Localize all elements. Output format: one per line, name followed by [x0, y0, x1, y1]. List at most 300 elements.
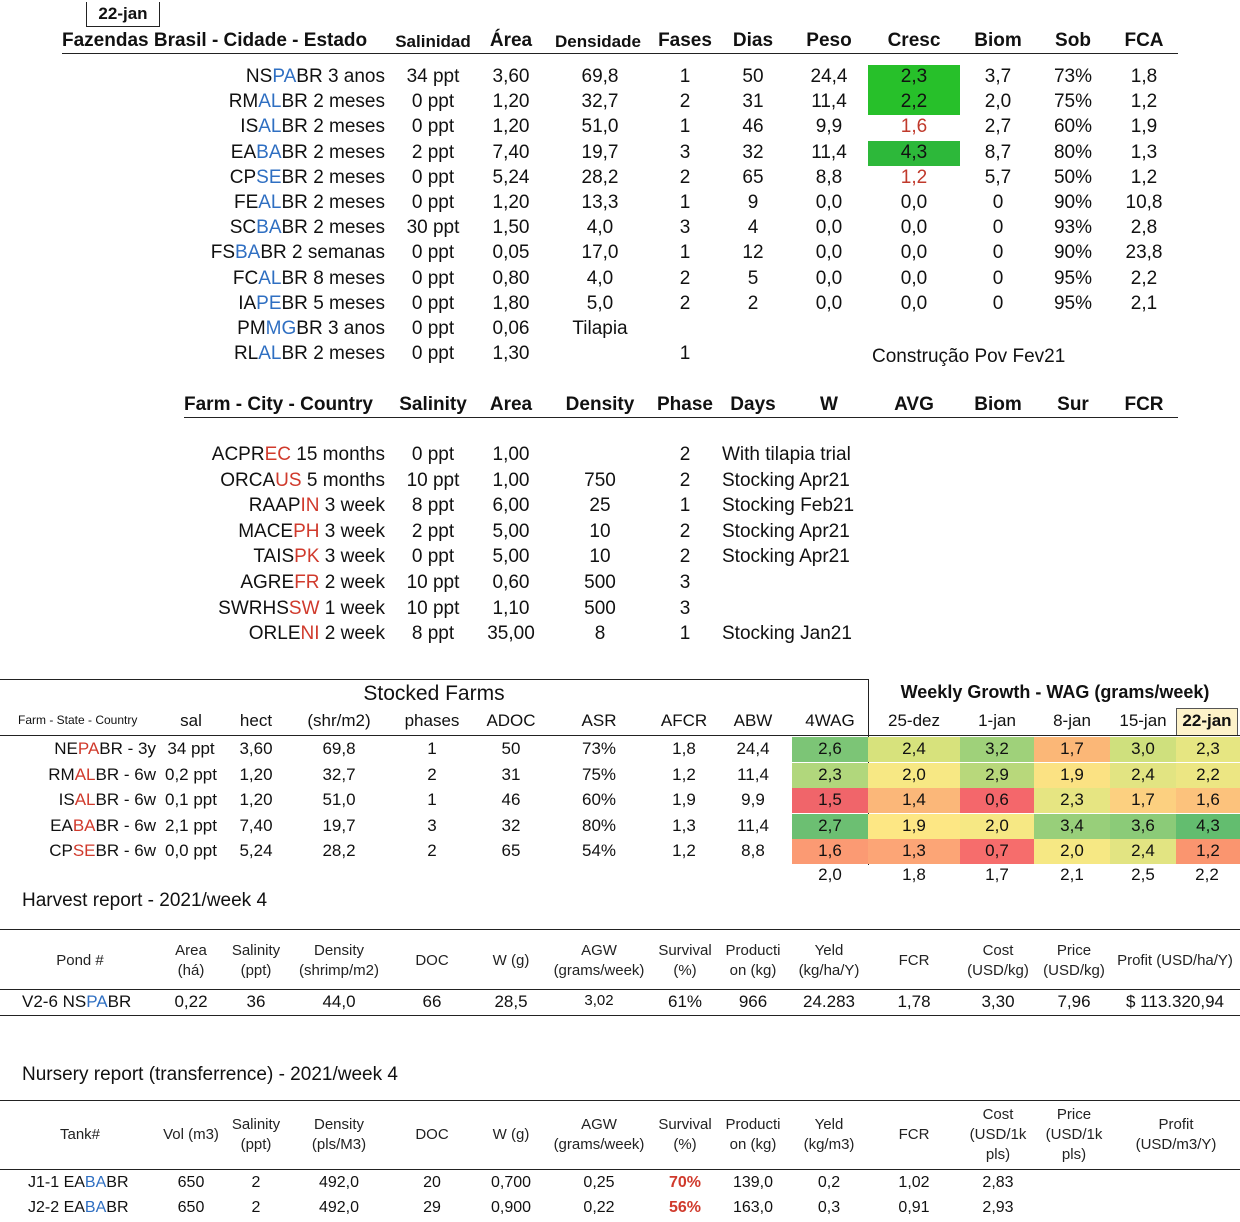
s4-header-doc: DOC	[415, 952, 449, 969]
s3-cell-w5: 2,3	[1196, 739, 1220, 758]
s1-farm-name	[150, 293, 385, 315]
s3-cell-w4: 2,4	[1131, 765, 1155, 784]
s1-farm-code-country: BR	[281, 116, 308, 137]
s1-cell-sob: 90%	[1053, 242, 1093, 263]
s3-wag-title: Weekly Growth - WAG (grams/week)	[900, 682, 1210, 702]
s2-cell-area: 35,00	[487, 623, 535, 644]
s1-farm-code-a: CP	[229, 167, 257, 188]
s3-farm-code-state: SE	[72, 841, 96, 860]
s2-farm-age: 2 week	[324, 623, 385, 644]
s1-cell-sob: 90%	[1053, 192, 1093, 213]
s3-header-farm: Farm - State - Country	[18, 713, 138, 727]
s2-cell-area: 1,00	[492, 444, 530, 465]
s1-farm-code-country: BR	[281, 217, 308, 238]
s1-farm-code-a: EA	[230, 142, 257, 163]
s4-cell-dens: 44,0	[322, 992, 356, 1011]
s2-farm-age: 2 week	[324, 572, 385, 593]
s3-header-w3: 8-jan	[1053, 711, 1091, 730]
s3-cell-w4: 3,6	[1131, 816, 1155, 835]
s2-header-farm: Farm - City - Country	[184, 394, 373, 415]
s2-farm-code-a: MACE	[238, 521, 294, 542]
s3-farm-age: - 6w	[123, 765, 156, 784]
s2-header-fcr: FCR	[1124, 394, 1164, 415]
s1-header-farm: Fazendas Brasil - Cidade - Estado	[62, 30, 368, 51]
s1-header-dias: Dias	[732, 30, 774, 51]
s4-cell-doc: 66	[422, 992, 442, 1011]
s1-cell-dens: 4,0	[586, 268, 614, 289]
s4-cell-price: 7,96	[1057, 992, 1091, 1011]
s1-cell-dias: 32	[742, 142, 764, 163]
s2-farm-code-country: PK	[294, 546, 320, 567]
s2-farm-name	[150, 521, 385, 543]
s3-header-abw: ABW	[733, 711, 773, 730]
s2-farm-code-country: PH	[293, 521, 320, 542]
s3-cell-w1: 1,4	[902, 790, 926, 809]
s3-farm-code-country: BR	[95, 841, 120, 860]
s2-header-rule	[184, 417, 1178, 418]
s1-cell-sal: 0 ppt	[411, 91, 455, 112]
s2-farm-code-a: RAAP	[248, 495, 301, 516]
s5-cell-doc: 20	[423, 1174, 441, 1191]
s3-cell-w3: 1,7	[1060, 739, 1084, 758]
s2-farm-name	[150, 470, 385, 492]
s3-farm-code-a: RM	[48, 765, 75, 784]
s1-farm-code-country: BR	[296, 66, 323, 87]
s3-cell-hect: 1,20	[239, 765, 273, 784]
s2-cell-sal: 10 ppt	[406, 572, 460, 593]
s3-cell-sal: 0,0 ppt	[165, 841, 217, 860]
s2-farm-code-country: FR	[294, 572, 320, 593]
s3-cell-w2: 2,9	[985, 765, 1009, 784]
s4-header-cost: Cost (USD/kg)	[967, 942, 1029, 979]
s1-cell-sal: 0 ppt	[411, 268, 455, 289]
s3-farm-code-country: BR	[95, 765, 120, 784]
s3-cell-phases: 3	[427, 816, 437, 835]
s3-top-rule	[0, 679, 868, 680]
s4-pond-c: BR	[107, 992, 132, 1011]
s1-cell-sal: 0 ppt	[411, 167, 455, 188]
s3-cell-w4: 3,0	[1131, 739, 1155, 758]
s3-header-w1: 25-dez	[888, 711, 940, 730]
s5-tank-name	[28, 1199, 129, 1217]
s3-cell-w5: 1,6	[1196, 790, 1220, 809]
s3-farm-code-a: EA	[50, 816, 73, 835]
s3-cell-w2: 0,6	[985, 790, 1009, 809]
s3-cell-w5: 2,2	[1196, 765, 1220, 784]
s4-header-profit: Profit (USD/ha/Y)	[1117, 952, 1233, 969]
s3-header-4wag: 4WAG	[805, 711, 855, 730]
s2-farm-code-a: AGRE	[240, 572, 295, 593]
s2-cell-dens: 10	[589, 546, 611, 567]
s5-cell-yeld: 0,2	[817, 1174, 841, 1191]
s3-total-w5: 2,2	[1195, 865, 1219, 884]
s5-header-fcr: FCR	[898, 1126, 930, 1143]
s4-cell-surv: 61%	[667, 992, 703, 1011]
s3-cell-afcr: 1,9	[672, 790, 696, 809]
s1-farm-age: 3 anos	[327, 318, 385, 339]
s1-farm-name	[150, 318, 385, 340]
s3-header-rule	[0, 735, 1240, 736]
s3-cell-adoc: 31	[501, 765, 521, 784]
s2-cell-dens: 500	[584, 572, 616, 593]
s1-cell-biom: 2,7	[984, 116, 1012, 137]
s5-tank-state: BA	[84, 1199, 107, 1216]
s3-cell-phases: 2	[427, 841, 437, 860]
s1-cell-cresc: 1,2	[900, 167, 928, 188]
s5-cell-doc: 29	[423, 1199, 441, 1216]
s3-cell-abw: 8,8	[741, 841, 765, 860]
s2-cell-phase: 2	[679, 444, 691, 465]
s1-cell-dias: 31	[742, 91, 764, 112]
s1-cell-fca: 1,2	[1130, 91, 1158, 112]
s3-farm-code-state: PA	[77, 739, 100, 758]
s1-cell-dias: 50	[742, 66, 764, 87]
s1-cell-dias: 46	[742, 116, 764, 137]
s1-cell-biom: 3,7	[984, 66, 1012, 87]
s1-farm-code-a: FS	[210, 242, 235, 263]
s4-header-w: W (g)	[492, 952, 530, 969]
s1-farm-code-a: FC	[232, 268, 259, 289]
s3-header-afcr: AFCR	[660, 711, 708, 730]
s3-cell-w4: 2,4	[1131, 841, 1155, 860]
s3-cell-adoc: 46	[501, 790, 521, 809]
s2-cell-sal: 8 ppt	[411, 495, 455, 516]
s1-cell-area: 0,06	[492, 318, 530, 339]
s1-farm-name	[150, 217, 385, 239]
s2-cell-note: Stocking Feb21	[722, 495, 855, 516]
s1-farm-code-state: BA	[256, 217, 282, 238]
s5-tank-a: J1-1 EA	[28, 1174, 85, 1191]
s3-farm-code-a: CP	[49, 841, 73, 860]
s1-farm-code-a: IA	[238, 293, 257, 314]
s1-cell-area: 1,20	[492, 91, 530, 112]
s3-header-hect: hect	[239, 711, 273, 730]
s3-farm-age: - 6w	[123, 790, 156, 809]
s2-cell-phase: 1	[679, 495, 691, 516]
s2-header-sur: Sur	[1057, 394, 1089, 415]
s3-total-4wag: 2,0	[818, 865, 842, 884]
s3-cell-shr: 69,8	[322, 739, 356, 758]
s2-cell-sal: 10 ppt	[406, 598, 460, 619]
s1-farm-code-state: BA	[235, 242, 261, 263]
s2-farm-age: 3 week	[324, 546, 385, 567]
s2-cell-area: 1,00	[492, 470, 530, 491]
s1-cell-sob: 50%	[1053, 167, 1093, 188]
s3-farm-code-country: BR	[95, 790, 120, 809]
s3-cell-asr: 54%	[581, 841, 617, 860]
s1-farm-code-a: SC	[229, 217, 257, 238]
s1-cell-fases: 2	[679, 167, 691, 188]
s3-cell-shr: 19,7	[322, 816, 356, 835]
s2-cell-phase: 2	[679, 470, 691, 491]
s1-farm-age: 8 meses	[313, 268, 385, 289]
s2-cell-note: Stocking Apr21	[722, 470, 850, 491]
s4-pond	[22, 992, 131, 1012]
s3-cell-w5: 1,2	[1196, 841, 1220, 860]
s1-cell-fca: 10,8	[1125, 192, 1163, 213]
s1-cell-peso: 0,0	[815, 192, 843, 213]
s3-cell-adoc: 50	[501, 739, 521, 758]
s2-cell-sal: 0 ppt	[411, 444, 455, 465]
s5-tank-a: J2-2 EA	[28, 1199, 85, 1216]
s1-cell-fases: 2	[679, 91, 691, 112]
s1-farm-code-state: PA	[272, 66, 297, 87]
s2-farm-name	[150, 598, 385, 620]
s4-bottom-rule	[0, 1015, 1240, 1016]
s4-pond-a: V2-6 NS	[22, 992, 87, 1011]
s1-cell-peso: 8,8	[815, 167, 843, 188]
s4-header-prod: Producti on (kg)	[725, 942, 781, 979]
s3-cell-w3: 3,4	[1060, 816, 1084, 835]
s5-cell-fcr: 0,91	[898, 1199, 930, 1216]
s3-cell-abw: 9,9	[741, 790, 765, 809]
s1-header-sal: Salinidad	[395, 32, 471, 51]
s1-cell-fca: 2,1	[1130, 293, 1158, 314]
s1-farm-age: 2 semanas	[292, 242, 385, 263]
s5-header-cost: Cost (USD/1k pls)	[969, 1106, 1027, 1163]
s1-cell-peso: 24,4	[810, 66, 848, 87]
s1-cell-peso: 0,0	[815, 268, 843, 289]
s2-header-sal: Salinity	[399, 394, 467, 415]
s5-tank-country: BR	[106, 1174, 129, 1191]
s1-cell-area: 5,24	[492, 167, 530, 188]
s5-header-dens: Density (pls/M3)	[311, 1116, 367, 1153]
s3-cell-asr: 73%	[581, 739, 617, 758]
s1-cell-area: 1,80	[492, 293, 530, 314]
s3-farm-name	[10, 790, 156, 810]
s1-cell-dens: 13,3	[581, 192, 619, 213]
s4-header-sal: Salinity (ppt)	[231, 942, 281, 979]
s1-cell-cresc: 0,0	[900, 268, 928, 289]
s1-cell-dens: 4,0	[586, 217, 614, 238]
s2-cell-phase: 3	[679, 598, 691, 619]
s1-header-sob: Sob	[1055, 30, 1091, 51]
s1-farm-age: 2 meses	[313, 116, 385, 137]
s1-farm-code-country: BR	[281, 142, 308, 163]
s1-farm-name	[150, 167, 385, 189]
s2-farm-name	[150, 444, 385, 466]
s2-farm-age: 15 months	[296, 444, 385, 465]
s1-cell-cresc: 0,0	[900, 242, 928, 263]
s2-farm-name	[150, 572, 385, 594]
s1-cell-dias: 2	[747, 293, 759, 314]
s1-cell-peso: 11,4	[811, 91, 847, 112]
s1-cell-area: 1,30	[492, 343, 530, 364]
s1-cell-fca: 23,8	[1125, 242, 1163, 263]
s1-cell-fases: 1	[679, 242, 691, 263]
s4-cell-area: 0,22	[174, 992, 208, 1011]
s5-cell-vol: 650	[177, 1174, 205, 1191]
s1-cell-sob: 80%	[1053, 142, 1093, 163]
s3-cell-wag4: 1,5	[818, 790, 842, 809]
s1-cell-dias: 12	[742, 242, 764, 263]
s5-header-profit: Profit (USD/m3/Y)	[1135, 1116, 1217, 1153]
s1-cell-biom: 0	[992, 192, 1004, 213]
s1-farm-name	[150, 192, 385, 214]
s3-cell-asr: 60%	[581, 790, 617, 809]
s3-cell-afcr: 1,2	[672, 765, 696, 784]
s1-cell-fca: 1,3	[1130, 142, 1158, 163]
s1-cell-biom: 0	[992, 268, 1004, 289]
s1-farm-name	[150, 91, 385, 113]
s1-farm-code-country: BR	[281, 167, 308, 188]
s4-header-pond: Pond #	[56, 952, 104, 969]
s3-cell-asr: 80%	[581, 816, 617, 835]
s2-cell-area: 0,60	[492, 572, 530, 593]
s1-cell-sal: 0 ppt	[411, 293, 455, 314]
s2-cell-area: 6,00	[492, 495, 530, 516]
s1-cell-dias: 4	[747, 217, 759, 238]
s2-cell-area: 5,00	[492, 546, 530, 567]
s1-cell-sob: 95%	[1053, 268, 1093, 289]
s1-farm-code-a: RM	[228, 91, 259, 112]
s2-farm-name	[150, 623, 385, 645]
s1-cell-peso: 0,0	[815, 217, 843, 238]
s1-cell-cresc: 0,0	[900, 217, 928, 238]
s3-cell-w3: 2,3	[1060, 790, 1084, 809]
s1-farm-code-state: BA	[256, 142, 282, 163]
s1-cell-area: 1,20	[492, 116, 530, 137]
s3-cell-w1: 1,9	[902, 816, 926, 835]
s5-tank-country: BR	[106, 1199, 129, 1216]
s2-farm-code-country: IN	[300, 495, 320, 516]
s1-farm-code-country: BR	[260, 242, 287, 263]
s3-cell-w1: 2,0	[902, 765, 926, 784]
s1-cell-sal: 0 ppt	[411, 242, 455, 263]
s1-farm-code-country: BR	[281, 91, 308, 112]
s1-farm-name	[150, 268, 385, 290]
s1-farm-name	[150, 66, 385, 88]
s5-cell-dens: 492,0	[318, 1199, 360, 1216]
s1-cell-sal: 0 ppt	[411, 318, 455, 339]
s5-cell-cost: 2,83	[982, 1174, 1014, 1191]
s3-cell-phases: 1	[427, 739, 437, 758]
s1-cell-fases: 2	[679, 268, 691, 289]
s3-farm-age: - 6w	[123, 816, 156, 835]
s1-cell-biom: 2,0	[984, 91, 1012, 112]
s2-farm-code-country: SW	[288, 598, 320, 619]
s1-farm-code-country: BR	[281, 343, 308, 364]
s1-cell-biom: 0	[992, 293, 1004, 314]
s4-cell-w: 28,5	[494, 992, 528, 1011]
s4-header-price: Price (USD/kg)	[1043, 942, 1105, 979]
s1-cell-fases: 1	[679, 66, 691, 87]
s3-header-asr: ASR	[581, 711, 617, 730]
s3-cell-abw: 11,4	[737, 765, 769, 784]
s3-cell-w2: 0,7	[985, 841, 1009, 860]
s4-header-area: Area (há)	[175, 942, 207, 979]
s4-header-yeld: Yeld (kg/ha/Y)	[798, 942, 860, 979]
s1-cell-dias: 65	[742, 167, 764, 188]
s3-cell-shr: 28,2	[322, 841, 356, 860]
s3-header-w4: 15-jan	[1119, 711, 1167, 730]
s3-cell-sal: 0,1 ppt	[165, 790, 217, 809]
s1-cell-fases: 1	[679, 116, 691, 137]
s1-header-area: Área	[489, 30, 533, 51]
s3-header-sal: sal	[180, 711, 202, 730]
s1-farm-age: 2 meses	[313, 142, 385, 163]
s3-title: Stocked Farms	[363, 682, 505, 705]
s2-farm-code-country: EC	[264, 444, 291, 465]
s1-header-rule	[62, 53, 1178, 54]
s1-farm-code-a: IS	[240, 116, 259, 137]
s5-header-prod: Producti on (kg)	[725, 1116, 781, 1153]
s1-cell-biom: 8,7	[984, 142, 1012, 163]
s2-cell-phase: 2	[679, 546, 691, 567]
s2-farm-code-a: SWRHS	[218, 598, 289, 619]
s1-cell-sal: 0 ppt	[411, 192, 455, 213]
s3-cell-adoc: 65	[501, 841, 521, 860]
date-box	[86, 2, 160, 27]
s3-cell-wag4: 2,6	[818, 739, 842, 758]
s1-farm-code-a: NS	[245, 66, 273, 87]
s1-cell-peso: 11,4	[811, 142, 847, 163]
s2-cell-phase: 1	[679, 623, 691, 644]
s5-cell-surv: 56%	[668, 1199, 702, 1216]
s1-farm-age: 2 meses	[313, 217, 385, 238]
date-box-label: 22-jan	[98, 4, 148, 23]
s1-cell-sob: 73%	[1053, 66, 1093, 87]
s4-cell-sal: 36	[246, 992, 266, 1011]
s5-cell-cost: 2,93	[982, 1199, 1014, 1216]
s1-cell-cresc: 0,0	[900, 192, 928, 213]
s1-farm-code-a: PM	[237, 318, 266, 339]
s1-cell-area: 1,20	[492, 192, 530, 213]
s1-cell-biom: 0	[992, 217, 1004, 238]
s2-header-dens: Density	[565, 394, 635, 415]
s1-header-fca: FCA	[1124, 30, 1164, 51]
s2-cell-dens: 10	[589, 521, 611, 542]
s5-header-yeld: Yeld (kg/m3)	[803, 1116, 855, 1153]
s3-cell-hect: 5,24	[239, 841, 273, 860]
s2-farm-code-a: ORLE	[248, 623, 301, 644]
s1-farm-code-country: BR	[281, 192, 308, 213]
s5-cell-agw: 0,22	[583, 1199, 615, 1216]
s1-cell-biom: 0	[992, 242, 1004, 263]
s3-cell-w2: 3,2	[985, 739, 1009, 758]
s1-farm-name	[150, 142, 385, 164]
s1-cell-fca: 1,8	[1130, 66, 1158, 87]
s3-cell-sal: 0,2 ppt	[165, 765, 217, 784]
s3-cell-w4: 1,7	[1131, 790, 1155, 809]
s5-header-surv: Survival (%)	[658, 1116, 712, 1153]
s3-farm-code-state: BA	[72, 816, 96, 835]
s3-farm-code-country: BR	[95, 816, 120, 835]
s3-cell-w2: 2,0	[985, 816, 1009, 835]
s1-farm-code-a: RL	[233, 343, 259, 364]
s2-cell-area: 1,10	[492, 598, 530, 619]
s5-header-sal: Salinity (ppt)	[231, 1116, 281, 1153]
s3-total-w1: 1,8	[902, 865, 926, 884]
s2-farm-code-a: TAIS	[253, 546, 295, 567]
s3-farm-code-a: NE	[54, 739, 78, 758]
s4-pond-b: PA	[86, 992, 108, 1011]
s3-header-w2: 1-jan	[978, 711, 1016, 730]
s3-header-phases: phases	[404, 711, 460, 730]
s1-farm-age: 2 meses	[313, 167, 385, 188]
s3-farm-code-state: AL	[74, 765, 96, 784]
s3-cell-hect: 3,60	[239, 739, 273, 758]
s2-farm-code-country: NI	[300, 623, 320, 644]
s1-farm-name	[150, 242, 385, 264]
s2-cell-phase: 3	[679, 572, 691, 593]
s3-cell-afcr: 1,3	[672, 816, 696, 835]
s4-top-rule	[0, 929, 1240, 930]
s5-cell-dens: 492,0	[318, 1174, 360, 1191]
s5-cell-yeld: 0,3	[817, 1199, 841, 1216]
s5-header-vol: Vol (m3)	[163, 1126, 219, 1143]
s1-cell-sal: 0 ppt	[411, 116, 455, 137]
